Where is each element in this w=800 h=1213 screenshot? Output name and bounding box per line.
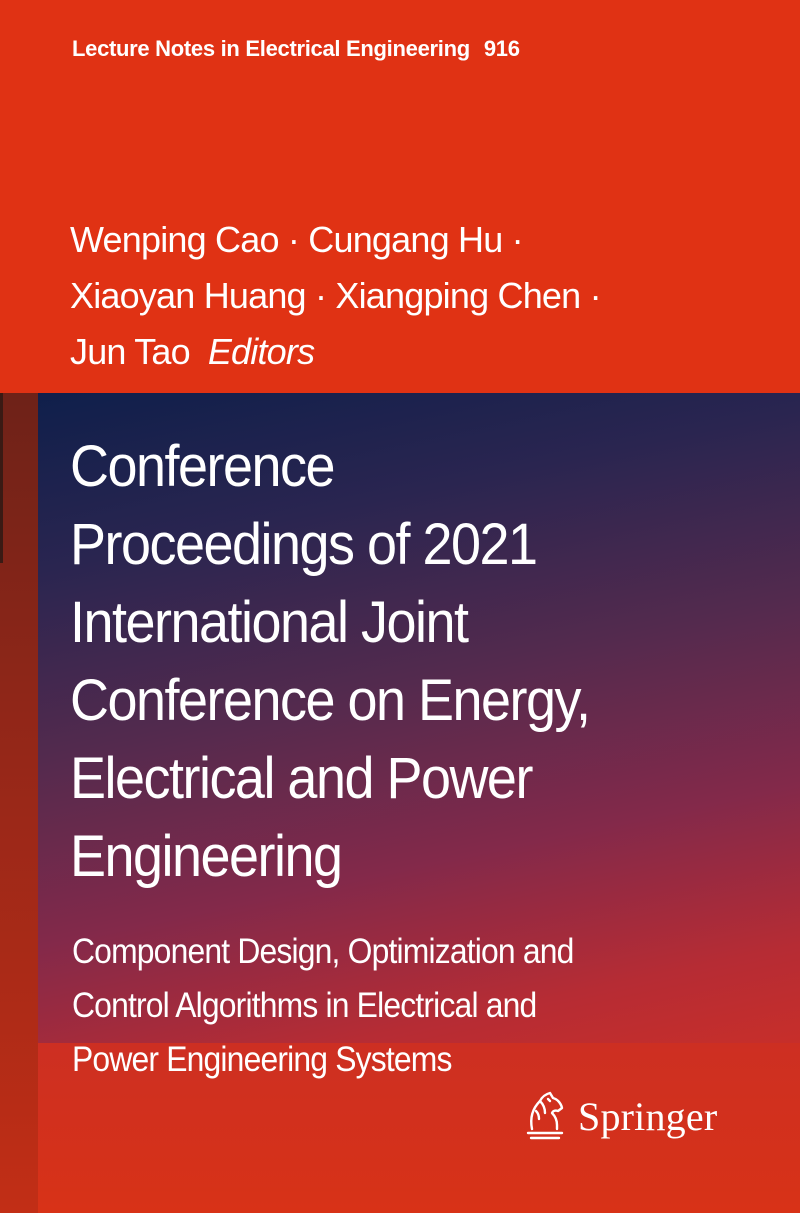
editors-line-3 [70,324,770,380]
editors-line-1: Wenping Cao · Cungang Hu · [70,219,523,260]
publisher-logo [522,1088,717,1144]
subtitle-line: Component Design, Optimization and [72,932,574,971]
title-line: Engineering [70,824,342,889]
title-line: International Joint [70,590,468,655]
book-subtitle [72,925,727,1087]
top-red-band [0,0,800,393]
springer-horse-icon [522,1089,570,1143]
left-dark-edge [0,393,3,563]
title-line: Electrical and Power [70,746,532,811]
title-line: Proceedings of 2021 [70,512,537,577]
series-number: 916 [483,36,520,61]
publisher-name: Springer [578,1093,718,1139]
series-line [72,36,520,62]
title-line: Conference on Energy, [70,668,590,733]
subtitle-line: Control Algorithms in Electrical and [72,986,537,1025]
editors-block [70,212,770,380]
title-line: Conference [70,434,334,499]
editor-name-last: Jun Tao [70,331,190,372]
series-name: Lecture Notes in Electrical Engineering [72,36,470,61]
book-title [70,428,740,896]
left-decorative-strip [0,393,38,1213]
subtitle-line: Power Engineering Systems [72,1040,452,1079]
editors-line-2: Xiaoyan Huang · Xiangping Chen · [70,275,601,316]
editors-role: Editors [207,331,315,372]
